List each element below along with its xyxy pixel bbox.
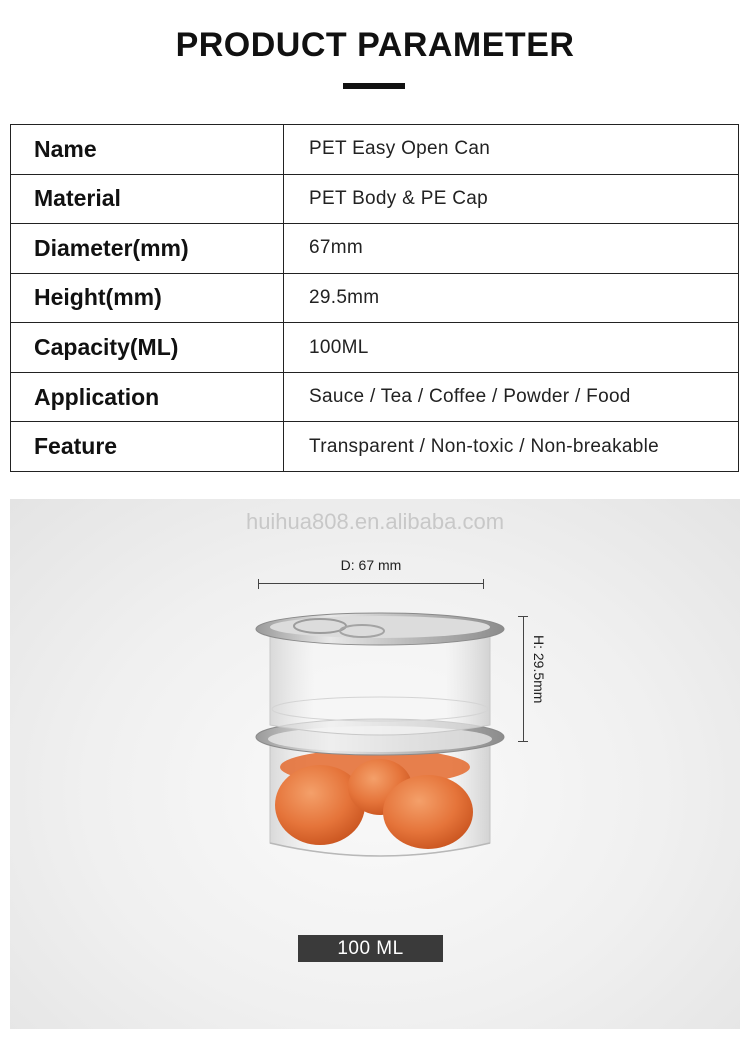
stacked-cans-illustration	[240, 607, 510, 877]
table-row	[11, 273, 739, 323]
height-label: H: 29.5mm	[531, 635, 547, 704]
param-value-material: PET Body & PE Cap	[284, 174, 739, 224]
param-value-height: 29.5mm	[284, 273, 739, 323]
param-label-material: Material	[11, 174, 284, 224]
param-label-application: Application	[11, 372, 284, 422]
table-row	[11, 372, 739, 422]
param-label-feature: Feature	[11, 422, 284, 472]
table-row	[11, 174, 739, 224]
page-title: PRODUCT PARAMETER	[175, 26, 575, 64]
capacity-caption: 100 ML	[298, 935, 443, 962]
param-label-diameter: Diameter(mm)	[11, 224, 284, 274]
title-underline	[343, 83, 405, 89]
param-value-application: Sauce / Tea / Coffee / Powder / Food	[284, 372, 739, 422]
diameter-label: D: 67 mm	[340, 557, 402, 573]
table-row	[11, 323, 739, 373]
param-value-diameter: 67mm	[284, 224, 739, 274]
param-label-capacity: Capacity(ML)	[11, 323, 284, 373]
param-label-name: Name	[11, 125, 284, 175]
height-dimension-line	[518, 616, 528, 742]
param-label-height: Height(mm)	[11, 273, 284, 323]
watermark: huihua808.en.alibaba.com	[245, 509, 505, 534]
table-row	[11, 422, 739, 472]
table-row	[11, 224, 739, 274]
param-value-feature: Transparent / Non-toxic / Non-breakable	[284, 422, 739, 472]
param-value-capacity: 100ML	[284, 323, 739, 373]
product-photo	[10, 499, 740, 1029]
parameter-table	[10, 124, 739, 472]
diameter-dimension-line	[258, 579, 484, 589]
table-row	[11, 125, 739, 175]
param-value-name: PET Easy Open Can	[284, 125, 739, 175]
